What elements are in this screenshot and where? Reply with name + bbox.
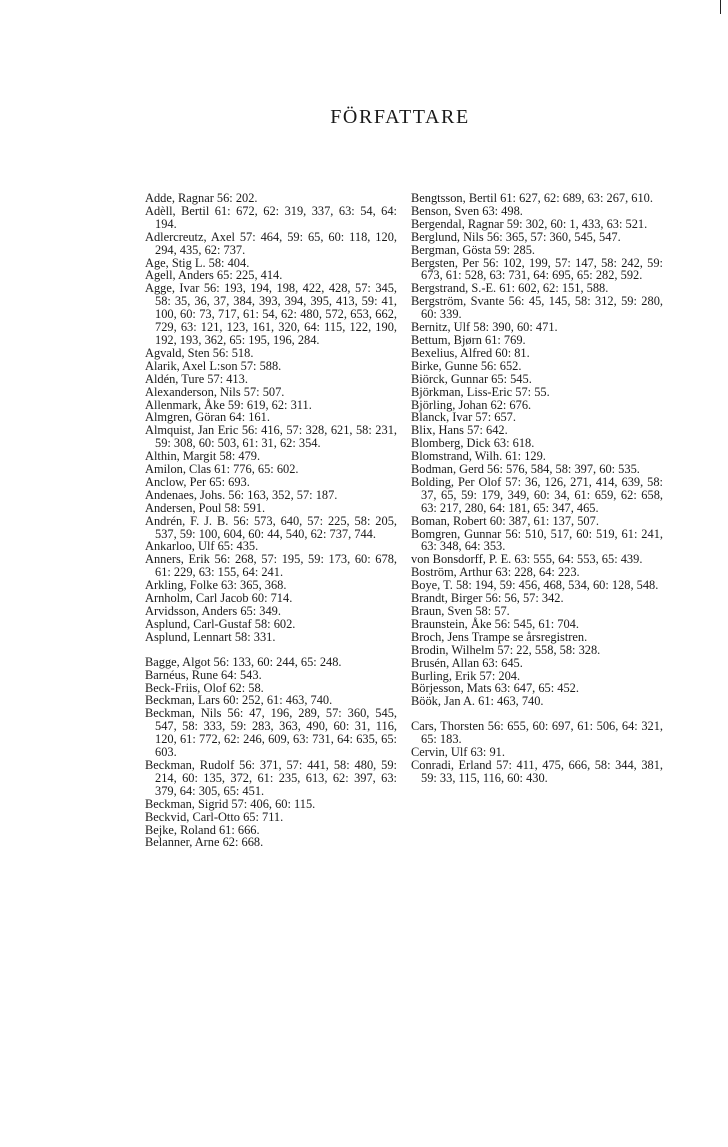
author-entry: Beckman, Rudolf 56: 371, 57: 441, 58: 480, 59: 214, 60: 135, 372, 61: 235, 613, 62: 397, 63: 379, 64: 305, 65: 451. (145, 757, 397, 798)
author-entry: Beckman, Sigrid 57: 406, 60: 115. (145, 796, 316, 811)
author-entry: Beckman, Nils 56: 47, 196, 289, 57: 360, 545, 547, 58: 333, 59: 283, 363, 490, 60: 31, 116, 120, 61: 772, 62: 246, 609, 63: 731, 64: 635, 65: 603. (145, 706, 397, 760)
page-title: FÖRFATTARE (330, 106, 470, 128)
author-entry: Age, Stig L. 58: 404. (145, 255, 250, 270)
author-entry: Alarik, Axel L:son 57: 588. (145, 358, 282, 373)
author-entry: Burling, Erik 57: 204. (411, 668, 521, 683)
author-entry: Birke, Gunne 56: 652. (411, 358, 522, 373)
author-entry: Brandt, Birger 56: 56, 57: 342. (411, 591, 564, 606)
author-entry: Broch, Jens Trampe se årsregistren. (411, 629, 588, 644)
author-entry: Braunstein, Åke 56: 545, 61: 704. (411, 616, 579, 631)
author-entry: Cervin, Ulf 63: 91. (411, 745, 505, 760)
author-entry: Beck-Friis, Olof 62: 58. (145, 680, 264, 695)
author-entry: Agvald, Sten 56: 518. (145, 345, 254, 360)
author-entry: Ankarloo, Ulf 65: 435. (145, 539, 259, 554)
author-entry: Bergman, Gösta 59: 285. (411, 242, 536, 257)
author-entry: Boström, Arthur 63: 228, 64: 223. (411, 565, 580, 580)
author-entry: Arnholm, Carl Jacob 60: 714. (145, 591, 293, 606)
author-entry: Agge, Ivar 56: 193, 194, 198, 422, 428, 57: 345, 58: 35, 36, 37, 384, 393, 394, 395, 413, 59: 41, 100, 60: 73, 717, 61: 54, 62: 480, 572, 653, 662, 729, 63: 121, 123, 161, 320, 64: 115, 122, 190, 192, 193, 362, 65: 195, 196, 284. (145, 281, 397, 347)
author-entry: Almquist, Jan Eric 56: 416, 57: 328, 621, 58: 231, 59: 308, 60: 503, 61: 31, 62: 354. (145, 423, 397, 451)
author-entry: Bettum, Bjørn 61: 769. (411, 332, 526, 347)
author-entry: Barnéus, Rune 64: 543. (145, 667, 262, 682)
author-entry: Beckvid, Carl-Otto 65: 711. (145, 809, 284, 824)
author-entry: Conradi, Erland 57: 411, 475, 666, 58: 344, 381, 59: 33, 115, 116, 60: 430. (411, 757, 663, 785)
author-entry: Cars, Thorsten 56: 655, 60: 697, 61: 506, 64: 321, 65: 183. (411, 719, 663, 747)
author-column-right (411, 192, 663, 785)
author-entry: von Bonsdorff, P. E. 63: 555, 64: 553, 65: 439. (411, 552, 643, 567)
author-entry: Asplund, Lennart 58: 331. (145, 629, 276, 644)
author-entry: Arvidsson, Anders 65: 349. (145, 604, 281, 618)
author-column-left (145, 192, 397, 849)
author-entry: Bomgren, Gunnar 56: 510, 517, 60: 519, 61: 241, 63: 348, 64: 353. (411, 526, 663, 554)
author-entry: Bejke, Roland 61: 666. (145, 822, 260, 837)
author-entry: Boman, Robert 60: 387, 61: 137, 507. (411, 513, 599, 528)
author-entry: Biörck, Gunnar 65: 545. (411, 371, 532, 386)
author-entry: Bexelius, Alfred 60: 81. (411, 345, 530, 360)
author-entry: Alexanderson, Nils 57: 507. (145, 384, 285, 399)
author-entry: Amilon, Clas 61: 776, 65: 602. (145, 462, 299, 477)
author-entry: Björkman, Liss-Eric 57: 55. (411, 384, 550, 399)
author-entry: Bergsten, Per 56: 102, 199, 57: 147, 58: 242, 59: 673, 61: 528, 63: 731, 64: 695, 65: 282, 592. (411, 255, 663, 283)
author-entry: Braun, Sven 58: 57. (411, 604, 510, 618)
author-entry: Benson, Sven 63: 498. (411, 203, 523, 218)
author-entry: Andenaes, Johs. 56: 163, 352, 57: 187. (145, 487, 338, 502)
author-entry: Beckman, Lars 60: 252, 61: 463, 740. (145, 693, 333, 708)
page-edge-rule (720, 0, 721, 14)
author-entry: Adlercreutz, Axel 57: 464, 59: 65, 60: 118, 120, 294, 435, 62: 737. (145, 229, 397, 257)
author-entry: Bodman, Gerd 56: 576, 584, 58: 397, 60: 535. (411, 462, 640, 477)
author-entry: Adde, Ragnar 56: 202. (145, 191, 258, 205)
author-entry: Bergendal, Ragnar 59: 302, 60: 1, 433, 63: 521. (411, 216, 648, 231)
author-entry: Brodin, Wilhelm 57: 22, 558, 58: 328. (411, 642, 601, 657)
author-entry: Börjesson, Mats 63: 647, 65: 452. (411, 681, 579, 696)
author-entry: Andrén, F. J. B. 56: 573, 640, 57: 225, 58: 205, 537, 59: 100, 604, 60: 44, 540, 62: 737, 744. (145, 513, 397, 541)
author-entry: Agell, Anders 65: 225, 414. (145, 268, 283, 283)
author-entry: Adèll, Bertil 61: 672, 62: 319, 337, 63: 54, 64: 194. (145, 203, 397, 231)
author-entry: Blomberg, Dick 63: 618. (411, 436, 535, 451)
author-entry: Bengtsson, Bertil 61: 627, 62: 689, 63: 267, 610. (411, 191, 653, 205)
author-entry: Belanner, Arne 62: 668. (145, 835, 264, 850)
author-entry: Blomstrand, Wilh. 61: 129. (411, 449, 546, 464)
author-entry: Almgren, Göran 64: 161. (145, 410, 270, 425)
author-entry: Anners, Erik 56: 268, 57: 195, 59: 173, 60: 678, 61: 229, 63: 155, 64: 241. (145, 552, 397, 580)
author-entry: Allenmark, Åke 59: 619, 62: 311. (145, 397, 312, 412)
author-entry: Berglund, Nils 56: 365, 57: 360, 545, 547. (411, 229, 621, 244)
author-entry: Böök, Jan A. 61: 463, 740. (411, 694, 544, 709)
author-entry: Andersen, Poul 58: 591. (145, 500, 266, 515)
author-entry: Blanck, Ivar 57: 657. (411, 410, 516, 425)
author-entry: Aldén, Ture 57: 413. (145, 371, 248, 386)
author-entry: Anclow, Per 65: 693. (145, 474, 250, 489)
author-entry: Bernitz, Ulf 58: 390, 60: 471. (411, 320, 558, 335)
author-entry: Bagge, Algot 56: 133, 60: 244, 65: 248. (145, 654, 342, 669)
author-entry: Blix, Hans 57: 642. (411, 423, 508, 438)
author-entry: Althin, Margit 58: 479. (145, 449, 261, 464)
author-entry: Bergstrand, S.-E. 61: 602, 62: 151, 588. (411, 281, 609, 296)
author-entry: Brusén, Allan 63: 645. (411, 655, 523, 670)
author-entry: Arkling, Folke 63: 365, 368. (145, 578, 287, 593)
author-entry: Björling, Johan 62: 676. (411, 397, 532, 412)
author-entry: Bergström, Svante 56: 45, 145, 58: 312, 59: 280, 60: 339. (411, 294, 663, 322)
author-entry: Boye, T. 58: 194, 59: 456, 468, 534, 60: 128, 548. (411, 578, 659, 593)
author-entry: Asplund, Carl-Gustaf 58: 602. (145, 616, 296, 631)
author-entry: Bolding, Per Olof 57: 36, 126, 271, 414, 639, 58: 37, 65, 59: 179, 349, 60: 34, 61: 659, 62: 658, 63: 217, 280, 64: 181, 65: 347, 465. (411, 474, 663, 515)
